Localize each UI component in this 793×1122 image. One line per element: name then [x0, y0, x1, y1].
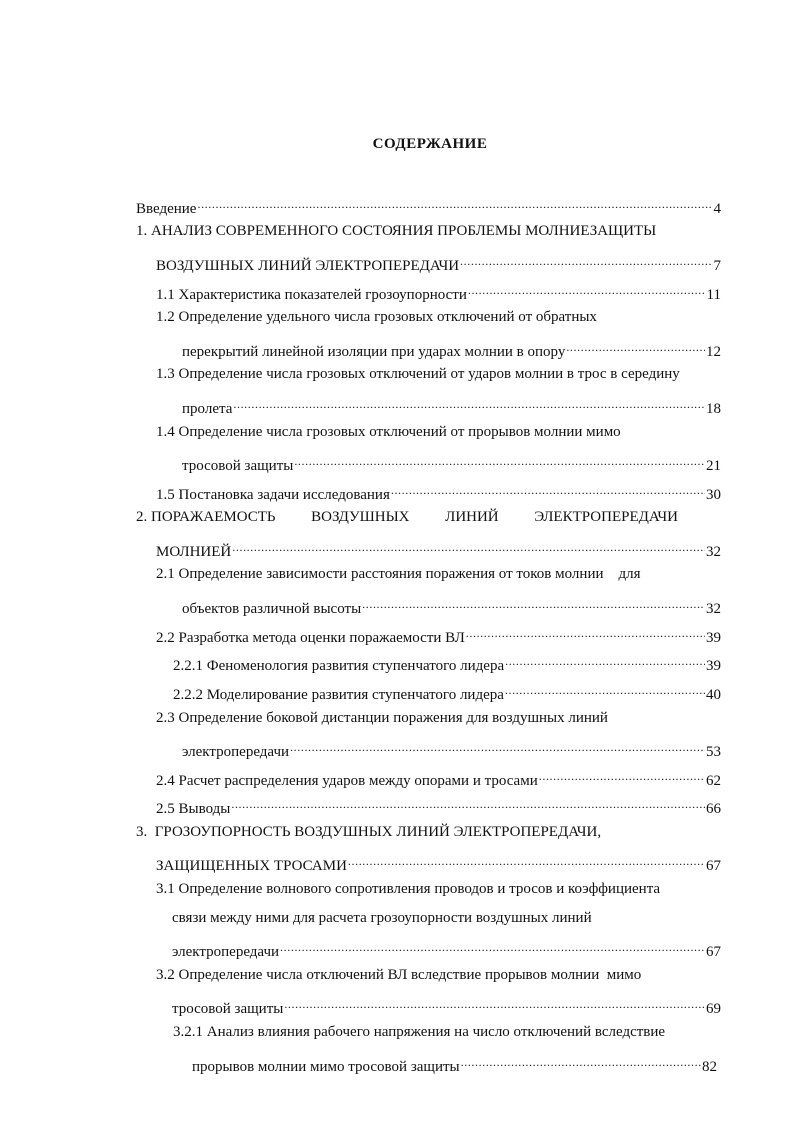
toc-entry-text: 2.2.2 Моделирование развития ступенчатого лидера	[173, 687, 504, 703]
toc-entry-chapter-2-cont	[156, 536, 721, 560]
toc-entry-text: 1.4 Определение числа грозовых отключений от прорывов молнии мимо	[156, 424, 621, 440]
dot-leader	[197, 193, 712, 213]
toc-page-number: 32	[706, 544, 721, 560]
toc-entry-word: 2. ПОРАЖАЕМОСТЬ	[136, 509, 276, 525]
toc-entry-word: ЛИНИЙ	[445, 509, 499, 525]
dot-leader	[294, 450, 705, 470]
toc-page-number: 67	[706, 944, 721, 960]
toc-entry-2-4	[156, 765, 721, 789]
dot-leader	[290, 736, 705, 756]
dot-leader	[466, 622, 705, 642]
toc-entry-text: 3.2 Определение числа отключений ВЛ вследствие прорывов молнии мимо	[156, 967, 642, 983]
toc-page-number: 62	[706, 773, 721, 789]
toc-entry-text: ЗАЩИЩЕННЫХ ТРОСАМИ	[156, 858, 347, 874]
dot-leader	[233, 393, 705, 413]
toc-entry-2-5	[156, 793, 721, 817]
toc-entry-text: Введение	[136, 201, 197, 217]
dot-leader	[284, 993, 705, 1013]
toc-entry-text: 1.1 Характеристика показателей грозоупорности	[156, 287, 467, 303]
page-title: СОДЕРЖАНИЕ	[372, 136, 488, 152]
toc-page-number: 18	[706, 401, 721, 417]
toc-entry-chapter-2	[136, 507, 678, 527]
toc-entry-1-4-cont	[182, 450, 721, 474]
toc-entry-text: связи между ними для расчета грозоупорности воздушных линий	[172, 910, 592, 926]
toc-page-number: 40	[706, 687, 721, 703]
toc-entry-introduction	[136, 193, 721, 217]
toc-page-number: 39	[706, 630, 721, 646]
toc-entry-2-2-2	[173, 679, 721, 703]
toc-entry-text: 2.4 Расчет распределения ударов между опорами и тросами	[156, 773, 538, 789]
toc-entry-1-4	[156, 422, 621, 442]
toc-entry-1-3-cont	[182, 393, 721, 417]
dot-leader	[539, 765, 705, 785]
toc-entry-3-2-cont	[172, 993, 721, 1017]
toc-entry-3-1	[156, 879, 660, 899]
dot-leader	[566, 336, 705, 356]
toc-entry-text: 1.2 Определение удельного числа грозовых отключений от обратных	[156, 309, 597, 325]
dot-leader	[232, 536, 705, 556]
toc-entry-3-2-1-cont	[192, 1051, 717, 1075]
toc-entry-1-2	[156, 307, 597, 327]
toc-entry-2-2	[156, 622, 721, 646]
toc-page-number: 7	[713, 258, 721, 274]
toc-entry-text: 1. АНАЛИЗ СОВРЕМЕННОГО СОСТОЯНИЯ ПРОБЛЕМЫ МОЛНИЕЗАЩИТЫ	[136, 223, 657, 239]
toc-entry-text: 3.2.1 Анализ влияния рабочего напряжения на число отключений вследствие	[173, 1024, 666, 1040]
toc-entry-3-1-cont2	[172, 936, 721, 960]
dot-leader	[362, 593, 705, 613]
toc-page-number: 21	[706, 458, 721, 474]
toc-entry-text: электропередачи	[172, 944, 280, 960]
toc-entry-text: 3. ГРОЗОУПОРНОСТЬ ВОЗДУШНЫХ ЛИНИЙ ЭЛЕКТРОПЕРЕДАЧИ,	[136, 824, 602, 840]
toc-entry-text: пролета	[182, 401, 233, 417]
toc-page-number: 53	[706, 744, 721, 760]
toc-entry-2-3	[156, 708, 608, 728]
toc-page-number: 32	[706, 601, 721, 617]
toc-entry-text: 2.2.1 Феноменология развития ступенчатого лидера	[173, 658, 505, 674]
toc-entry-text: перекрытий линейной изоляции при ударах молнии в опору	[182, 344, 566, 360]
dot-leader	[231, 793, 705, 813]
toc-entry-text: 2.2 Разработка метода оценки поражаемости ВЛ	[156, 630, 465, 646]
toc-entry-text: 1.3 Определение числа грозовых отключений от ударов молнии в трос в середину	[156, 366, 680, 382]
dot-leader	[461, 1051, 701, 1071]
toc-page-number: 66	[706, 801, 721, 817]
dot-leader	[391, 479, 705, 499]
toc-entry-text: прорывов молнии мимо тросовой защиты	[192, 1059, 460, 1075]
toc-page-number: 69	[706, 1001, 721, 1017]
toc-page-number: 4	[713, 201, 721, 217]
toc-entry-chapter-3-cont	[156, 850, 721, 874]
toc-entry-text: объектов различной высоты	[182, 601, 362, 617]
dot-leader	[460, 250, 712, 270]
dot-leader	[468, 279, 706, 299]
toc-page-number: 11	[706, 287, 721, 303]
toc-entry-text: тросовой защиты	[182, 458, 294, 474]
toc-page-number: 67	[706, 858, 721, 874]
toc-page-number: 12	[706, 344, 721, 360]
toc-entry-3-2-1	[173, 1022, 665, 1042]
toc-entry-text: тросовой защиты	[172, 1001, 284, 1017]
dot-leader	[348, 850, 705, 870]
toc-entry-2-1-cont	[182, 593, 721, 617]
toc-entry-1-2-cont	[182, 336, 721, 360]
toc-entry-2-1	[156, 564, 641, 584]
toc-page-number: 39	[706, 658, 721, 674]
toc-entry-chapter-1	[136, 221, 656, 241]
toc-entry-3-1-cont	[172, 908, 592, 928]
toc-entry-chapter-3	[136, 822, 601, 842]
toc-entry-2-2-1	[173, 650, 721, 674]
toc-entry-word: ВОЗДУШНЫХ	[311, 509, 410, 525]
dot-leader	[280, 936, 705, 956]
toc-entry-2-3-cont	[182, 736, 721, 760]
toc-entry-text: ВОЗДУШНЫХ ЛИНИЙ ЭЛЕКТРОПЕРЕДАЧИ	[156, 258, 460, 274]
toc-entry-text: электропередачи	[182, 744, 290, 760]
toc-entry-text: 1.5 Постановка задачи исследования	[156, 487, 390, 503]
toc-entry-3-2	[156, 965, 641, 985]
toc-entry-text: 2.5 Выводы	[156, 801, 231, 817]
toc-entry-word: ЭЛЕКТРОПЕРЕДАЧИ	[534, 509, 678, 525]
toc-page-number: 30	[706, 487, 721, 503]
toc-page-number: 82	[702, 1059, 717, 1075]
dot-leader	[505, 679, 705, 699]
toc-entry-1-1	[156, 279, 721, 303]
toc-entry-1-5	[156, 479, 721, 503]
dot-leader	[505, 650, 705, 670]
toc-entry-text: МОЛНИЕЙ	[156, 544, 232, 560]
toc-entry-text: 3.1 Определение волнового сопротивления проводов и тросов и коэффициента	[156, 881, 661, 897]
toc-entry-1-3	[156, 364, 680, 384]
toc-entry-text: 2.1 Определение зависимости расстояния поражения от токов молнии для	[156, 566, 641, 582]
toc-entry-chapter-1-cont	[156, 250, 721, 274]
toc-entry-text: 2.3 Определение боковой дистанции поражения для воздушных линий	[156, 710, 608, 726]
